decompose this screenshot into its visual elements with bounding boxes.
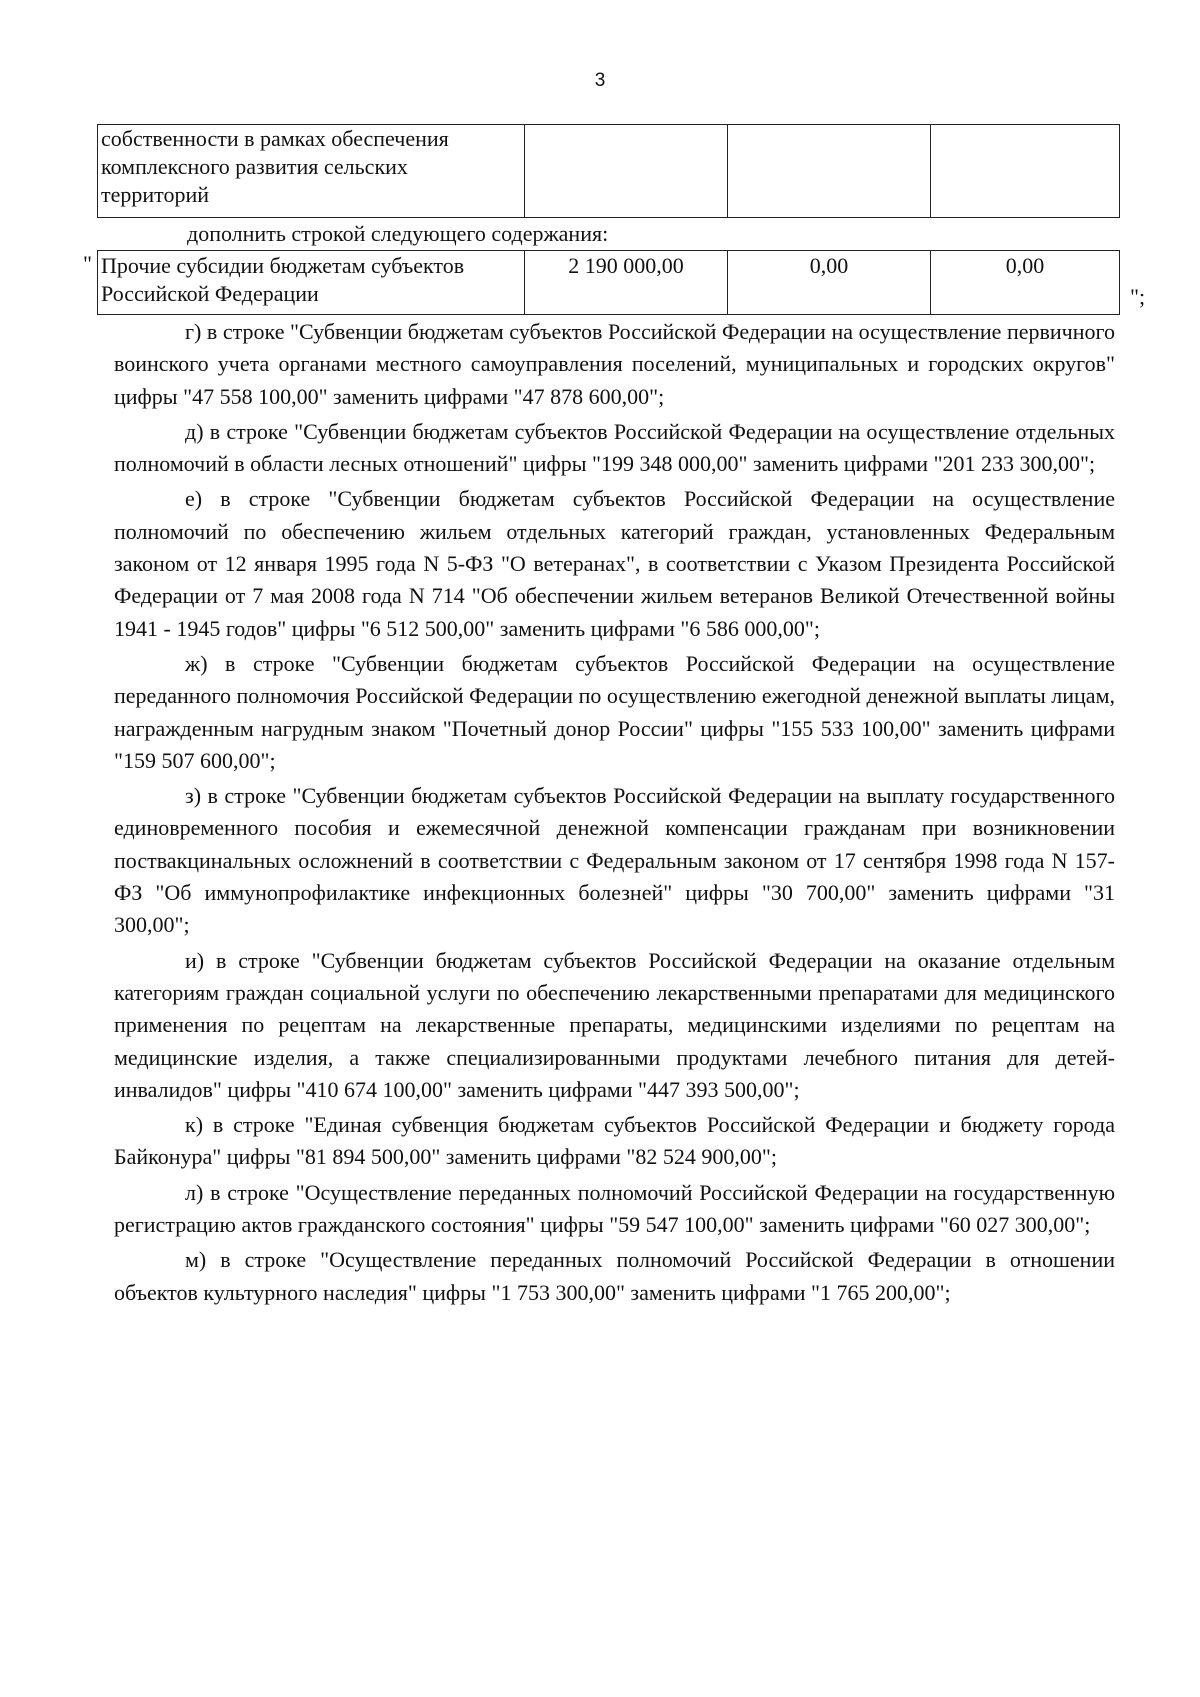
table-continuation <box>97 124 1120 218</box>
open-quote: " <box>83 251 92 276</box>
page-number: 3 <box>594 70 606 91</box>
paragraph-e: е) в строке "Субвенции бюджетам субъектов Российской Федерации на осуществление полномочий по обеспечению жильем отдельных категорий граждан, установленных Федеральным законом от 12 января 1995 года N 5-ФЗ "О ветеранах", в соответствии с Указом Президента Российской Федерации от 7 мая 2008 года N 714 "Об обеспечении жильем ветеранов Великой Отечественной войны 1941 - 1945 годов" цифры "6 512 500,00" заменить цифрами "6 586 000,00"; <box>114 486 1115 641</box>
table-cell-value-2: 0,00 <box>728 251 931 315</box>
paragraph-m: м) в строке "Осуществление переданных полномочий Российской Федерации в отношении объектов культурного наследия" цифры "1 753 300,00" заменить цифрами "1 765 200,00"; <box>114 1247 1115 1305</box>
table-row <box>98 251 1120 315</box>
table-cell-value-3: 0,00 <box>931 251 1120 315</box>
paragraph-l: л) в строке "Осуществление переданных полномочий Российской Федерации на государственную регистрацию актов гражданского состояния" цифры "59 547 100,00" заменить цифрами "60 027 300,00"; <box>114 1179 1115 1238</box>
table-cell-value-3 <box>931 125 1120 218</box>
paragraph-g: г) в строке "Субвенции бюджетам субъектов Российской Федерации на осуществление первичного воинского учета органами местного самоуправления поселений, муниципальных и городских округов" цифры "47 558 100,00" заменить цифрами "47 878 600,00"; <box>114 319 1115 409</box>
table-cell-value-1 <box>525 125 728 218</box>
table-row <box>98 125 1120 218</box>
paragraph-d: д) в строке "Субвенции бюджетам субъектов Российской Федерации на осуществление отдельных полномочий в области лесных отношений" цифры "199 348 000,00" заменить цифрами "201 233 300,00"; <box>114 418 1115 477</box>
paragraph-i: и) в строке "Субвенции бюджетам субъектов Российской Федерации на оказание отдельным категориям граждан социальной услуги по обеспечению лекарственными препаратами для медицинского применения по рецептам на лекарственные препараты, медицинскими изделиями по рецептам на медицинские изделия, а также специализированными продуктами лечебного питания для детей-инвалидов" цифры "410 674 100,00" заменить цифрами "447 393 500,00"; <box>114 947 1115 1102</box>
table-cell-value-2 <box>728 125 931 218</box>
amendment-text <box>114 316 1115 1312</box>
table-cell-name: собственности в рамках обеспечения комплексного развития сельских территорий <box>98 125 525 218</box>
paragraph-k: к) в строке "Единая субвенция бюджетам субъектов Российской Федерации и бюджету города Байконура" цифры "81 894 500,00" заменить цифрами "82 524 900,00"; <box>114 1112 1115 1170</box>
table-cell-value-1: 2 190 000,00 <box>525 251 728 315</box>
table-new-row <box>97 250 1120 315</box>
paragraph-z: з) в строке "Субвенции бюджетам субъектов Российской Федерации на выплату государственного единовременного пособия и ежемесячной денежной компенсации гражданам при возникновении поствакцинальных осложнений в соответствии с Федеральным законом от 17 сентября 1998 года N 157-ФЗ "Об иммунопрофилактике инфекционных болезней" цифры "30 700,00" заменить цифрами "31 300,00"; <box>114 783 1115 938</box>
paragraph-zh: ж) в строке "Субвенции бюджетам субъектов Российской Федерации на осуществление переданного полномочия Российской Федерации по осуществлению ежегодной денежной выплаты лицам, награжденным нагрудным знаком "Почетный донор России" цифры "155 533 100,00" заменить цифрами "159 507 600,00"; <box>114 650 1115 773</box>
table-cell-name: Прочие субсидии бюджетам субъектов Российской Федерации <box>98 251 525 315</box>
insert-instruction: дополнить строкой следующего содержания: <box>187 221 609 246</box>
close-quote: "; <box>1130 284 1146 309</box>
